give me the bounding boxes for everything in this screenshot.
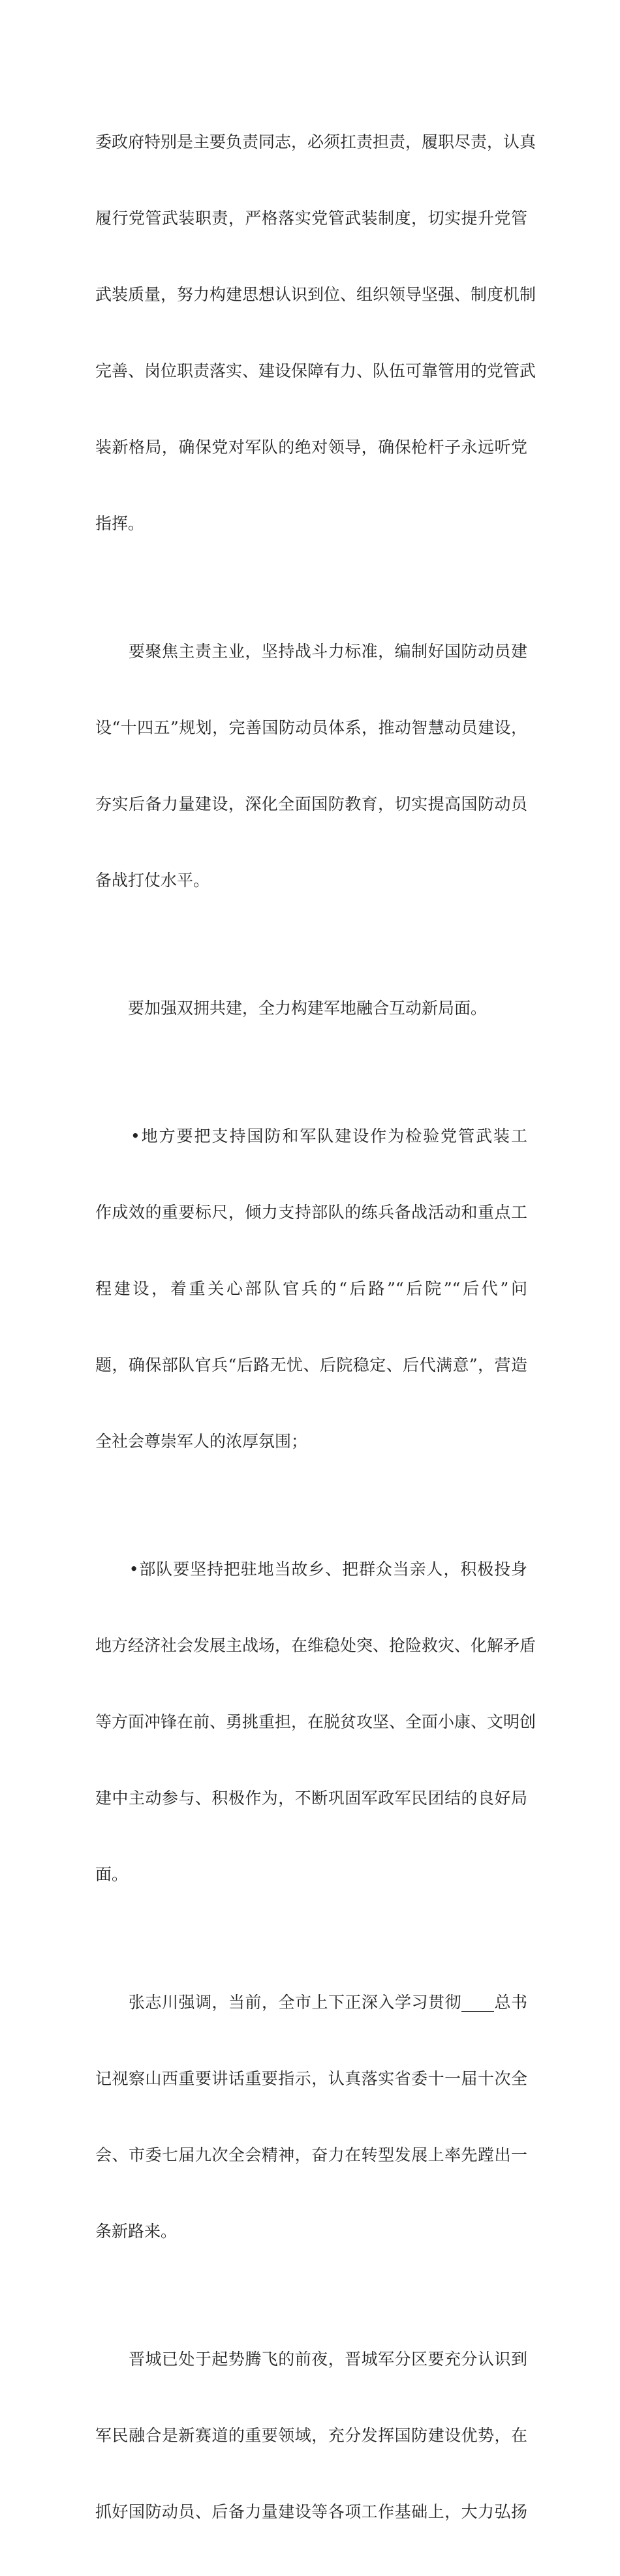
paragraph-5 bbox=[95, 1506, 536, 1938]
text-line: 程建设，着重关心部队官兵的“后路”“后院”“后代”问 bbox=[95, 1279, 527, 1298]
paragraph-6 bbox=[95, 1939, 527, 2295]
paragraph-2 bbox=[95, 588, 527, 944]
text-line: 作成效的重要标尺，倾力支持部队的练兵备战活动和重点工 bbox=[95, 1203, 527, 1222]
text-line: 夯实后备力量建设，深化全面国防教育，切实提高国防动员 bbox=[95, 795, 527, 813]
text-line: 装新格局，确保党对军队的绝对领导，确保枪杆子永远听党 bbox=[95, 438, 527, 457]
text-line: 要加强双拥共建，全力构建军地融合互动新局面。 bbox=[95, 999, 488, 1018]
text-line: 履行党管武装职责，严格落实党管武装制度，切实提升党管 bbox=[95, 209, 527, 228]
paragraph-3 bbox=[95, 945, 527, 1072]
paragraph-7 bbox=[95, 2296, 527, 2575]
text-line: 指挥。 bbox=[95, 514, 145, 533]
text-line: •部队要坚持把驻地当故乡、把群众当亲人，积极投身 bbox=[95, 1560, 527, 1579]
paragraph-4 bbox=[95, 1072, 527, 1505]
text-line: 委政府特别是主要负责同志，必须扛责担责，履职尽责，认真 bbox=[95, 132, 536, 151]
text-line: 军民融合是新赛道的重要领域，充分发挥国防建设优势，在 bbox=[95, 2426, 527, 2445]
text-line: 武装质量，努力构建思想认识到位、组织领导坚强、制度机制 bbox=[95, 285, 536, 304]
text-line: 备战打仗水平。 bbox=[95, 871, 210, 890]
document-body bbox=[95, 78, 536, 2576]
text-line: 会、市委七届九次全会精神，奋力在转型发展上率先蹚出一 bbox=[95, 2145, 527, 2164]
text-line: 等方面冲锋在前、勇挑重担，在脱贫攻坚、全面小康、文明创 bbox=[95, 1712, 536, 1731]
text-line: 张志川强调，当前，全市上下正深入学习贯彻____总书 bbox=[95, 1993, 527, 2012]
text-line: 抓好国防动员、后备力量建设等各项工作基础上，大力弘扬 bbox=[95, 2502, 527, 2521]
text-line: 晋城已处于起势腾飞的前夜，晋城军分区要充分认识到 bbox=[95, 2350, 527, 2369]
text-line: 完善、岗位职责落实、建设保障有力、队伍可靠管用的党管武 bbox=[95, 361, 536, 380]
text-line: 面。 bbox=[95, 1865, 129, 1884]
text-line: 题，确保部队官兵“后路无忧、后院稳定、后代满意”，营造 bbox=[95, 1356, 527, 1374]
paragraph-1 bbox=[95, 78, 536, 587]
text-line: 条新路来。 bbox=[95, 2222, 178, 2241]
text-line: 全社会尊崇军人的浓厚氛围； bbox=[95, 1432, 308, 1451]
text-line: •地方要把支持国防和军队建设作为检验党管武装工 bbox=[95, 1127, 527, 1145]
text-line: 要聚焦主责主业，坚持战斗力标准，编制好国防动员建 bbox=[95, 642, 527, 661]
text-line: 记视察山西重要讲话重要指示，认真落实省委十一届十次全 bbox=[95, 2069, 527, 2088]
text-line: 建中主动参与、积极作为，不断巩固军政军民团结的良好局 bbox=[95, 1789, 527, 1808]
text-line: 设“十四五”规划，完善国防动员体系，推动智慧动员建设， bbox=[95, 718, 527, 737]
text-line: 地方经济社会发展主战场，在维稳处突、抢险救灾、化解矛盾 bbox=[95, 1636, 536, 1655]
